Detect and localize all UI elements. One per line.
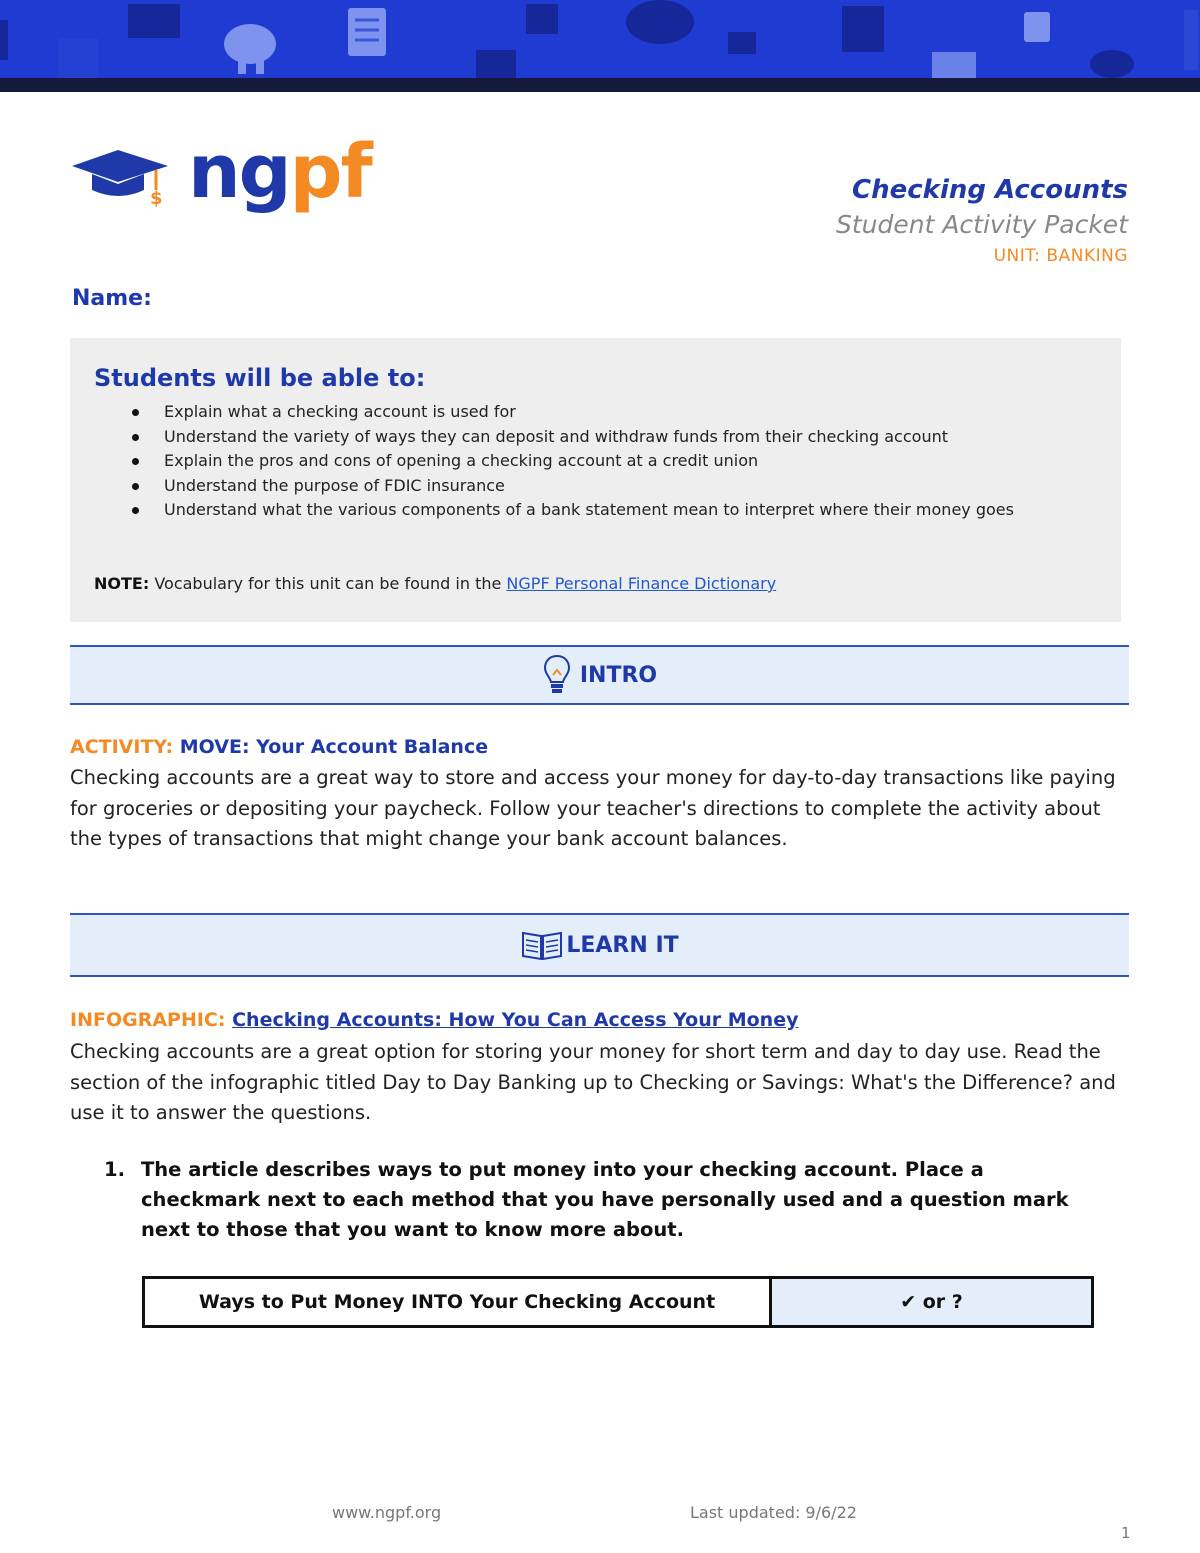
list-item: Explain what a checking account is used for xyxy=(94,400,1074,425)
svg-text:$: $ xyxy=(150,188,163,209)
bullet-icon xyxy=(132,409,139,416)
bullet-icon xyxy=(132,483,139,490)
table-header-check: ✔ or ? xyxy=(772,1279,1091,1325)
objectives-list xyxy=(94,400,1074,523)
banner-bottom-stripe xyxy=(0,78,1200,92)
ngpf-logo[interactable] xyxy=(70,129,371,218)
learn-it-section-header xyxy=(70,913,1129,977)
list-item: Understand what the various components of a bank statement mean to interpret where their money goes xyxy=(94,498,1074,523)
lightbulb-icon xyxy=(542,653,572,697)
header-banner xyxy=(0,0,1200,92)
intro-section-title: INTRO xyxy=(579,662,658,688)
footer-website[interactable]: www.ngpf.org xyxy=(332,1503,442,1522)
list-item: Understand the purpose of FDIC insurance xyxy=(94,474,1074,499)
dictionary-link[interactable]: NGPF Personal Finance Dictionary xyxy=(506,574,777,593)
footer-last-updated: Last updated: 9/6/22 xyxy=(690,1503,857,1522)
infographic-link[interactable]: Checking Accounts: How You Can Access Your Money xyxy=(232,1009,799,1031)
question-1 xyxy=(104,1155,1104,1245)
vocabulary-note: NOTE: Vocabulary for this unit can be found in the NGPF Personal Finance Dictionary xyxy=(94,574,777,593)
graduation-cap-icon xyxy=(70,138,180,218)
document-title-block xyxy=(836,172,1128,270)
table-header-methods: Ways to Put Money INTO Your Checking Account xyxy=(145,1279,772,1325)
bullet-icon xyxy=(132,507,139,514)
bullet-icon xyxy=(132,434,139,441)
activity-heading: ACTIVITY: MOVE: Your Account Balance xyxy=(70,736,489,758)
document-subtitle: Student Activity Packet xyxy=(835,210,1128,239)
bullet-icon xyxy=(132,458,139,465)
objectives-heading: Students will be able to: xyxy=(94,364,426,392)
activity-paragraph: Checking accounts are a great way to store and access your money for day-to-day transactions like paying for groceries or depositing your paycheck. Follow your teacher's directions to complete the activity about the types of transactions that might change your bank account balances. xyxy=(70,766,1116,850)
open-book-icon xyxy=(520,928,564,962)
document-title: Checking Accounts xyxy=(852,175,1128,205)
intro-section-header xyxy=(70,645,1129,705)
deposit-methods-table xyxy=(142,1276,1094,1328)
learning-objectives-box xyxy=(70,338,1121,622)
learn-it-section-title: LEARN IT xyxy=(566,932,679,958)
question-text: The article describes ways to put money into your checking account. Place a checkmark next to each method that you have personally used and a question mark next to those that you want to know more about. xyxy=(141,1158,1069,1241)
question-number: 1. xyxy=(104,1158,125,1181)
logo-wordmark: ngpf xyxy=(188,129,371,215)
unit-label: UNIT: BANKING xyxy=(993,246,1128,266)
page-number: 1 xyxy=(1121,1524,1131,1542)
list-item: Understand the variety of ways they can deposit and withdraw funds from their checking account xyxy=(94,425,1074,450)
infographic-heading: INFOGRAPHIC: Checking Accounts: How You Can Access Your Money xyxy=(70,1009,799,1031)
list-item: Explain the pros and cons of opening a checking account at a credit union xyxy=(94,449,1074,474)
name-label: Name: xyxy=(72,286,152,311)
infographic-paragraph: Checking accounts are a great option for storing your money for short term and day to day use. Read the section of the infographic titled Day to Day Banking up to Checking or Savings: What's the Difference? and use it to answer the questions. xyxy=(70,1040,1116,1124)
